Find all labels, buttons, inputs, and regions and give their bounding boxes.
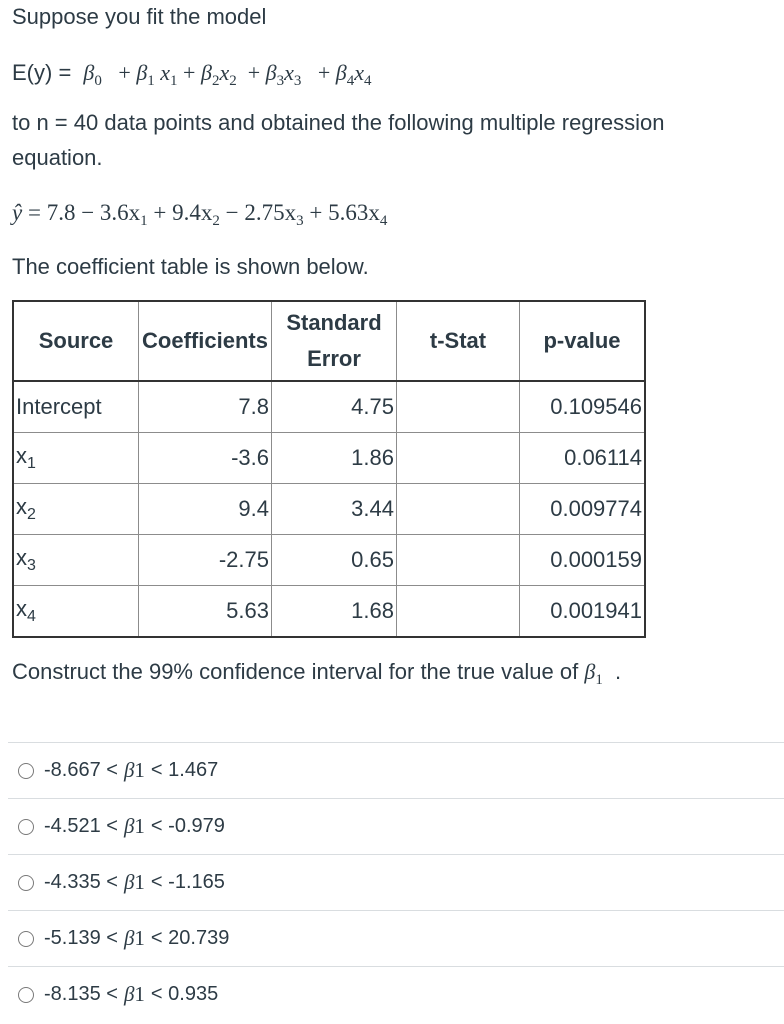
cell-source: $x_1$ bbox=[13, 433, 139, 484]
cell-std-error: 4.75 bbox=[272, 381, 397, 433]
table-intro-text: The coefficient table is shown below. bbox=[12, 254, 369, 279]
table-row bbox=[13, 484, 645, 535]
radio-button[interactable] bbox=[18, 931, 34, 947]
radio-button[interactable] bbox=[18, 875, 34, 891]
cell-p-value: 0.001941 bbox=[520, 586, 646, 638]
answer-options bbox=[8, 742, 784, 1022]
header-source: Source bbox=[13, 301, 139, 381]
cell-std-error: 0.65 bbox=[272, 535, 397, 586]
header-p-value: p-value bbox=[520, 301, 646, 381]
cell-p-value: 0.06114 bbox=[520, 433, 646, 484]
cell-source: $x_3$ bbox=[13, 535, 139, 586]
cell-t-stat bbox=[397, 484, 520, 535]
cell-p-value: 0.109546 bbox=[520, 381, 646, 433]
header-standard-error: Standard Error bbox=[272, 301, 397, 381]
cell-coefficient: 5.63 bbox=[139, 586, 272, 638]
model-lhs: E(y) = bbox=[12, 60, 72, 85]
fitted-equation: ŷ = $7.8 - 3.6x_1 + 9.4x_2 - 2.75x_3 + 5.63x_4$ bbox=[12, 200, 388, 229]
table-header-row bbox=[13, 301, 645, 381]
cell-t-stat bbox=[397, 535, 520, 586]
cell-coefficient: 9.4 bbox=[139, 484, 272, 535]
cell-t-stat bbox=[397, 381, 520, 433]
table-row bbox=[13, 381, 645, 433]
cell-std-error: 3.44 bbox=[272, 484, 397, 535]
table-row bbox=[13, 535, 645, 586]
coefficient-table bbox=[12, 300, 646, 638]
cell-t-stat bbox=[397, 433, 520, 484]
intro-text: Suppose you fit the model bbox=[12, 4, 267, 29]
answer-option[interactable]: -8.667 < β 1 < 1.467 bbox=[8, 742, 784, 798]
radio-button[interactable] bbox=[18, 763, 34, 779]
table-row bbox=[13, 586, 645, 638]
cell-t-stat bbox=[397, 586, 520, 638]
answer-option[interactable]: -8.135 < β 1 < 0.935 bbox=[8, 966, 784, 1022]
radio-button[interactable] bbox=[18, 819, 34, 835]
cell-p-value: 0.009774 bbox=[520, 484, 646, 535]
table-row bbox=[13, 433, 645, 484]
question-text: Construct the 99% confidence interval for the true value of $\beta_1$ . bbox=[12, 659, 622, 688]
answer-option[interactable]: -4.335 < β 1 < -1.165 bbox=[8, 854, 784, 910]
header-t-stat: t-Stat bbox=[397, 301, 520, 381]
cell-source: Intercept bbox=[13, 381, 139, 433]
data-sentence: to n = 40 data points and obtained the following multiple regression bbox=[12, 110, 665, 135]
cell-std-error: 1.68 bbox=[272, 586, 397, 638]
cell-p-value: 0.000159 bbox=[520, 535, 646, 586]
answer-option[interactable]: -5.139 < β 1 < 20.739 bbox=[8, 910, 784, 966]
cell-source: $x_2$ bbox=[13, 484, 139, 535]
answer-option[interactable]: -4.521 < β 1 < -0.979 bbox=[8, 798, 784, 854]
header-coefficients: Coefficients bbox=[139, 301, 272, 381]
radio-button[interactable] bbox=[18, 987, 34, 1003]
cell-coefficient: 7.8 bbox=[139, 381, 272, 433]
cell-coefficient: -2.75 bbox=[139, 535, 272, 586]
cell-source: $x_4$ bbox=[13, 586, 139, 638]
data-sentence-continued: equation. bbox=[12, 145, 103, 170]
cell-std-error: 1.86 bbox=[272, 433, 397, 484]
model-rhs: $\beta_0$ + $\beta_1$ $x_1 + \beta_2x_2 + \beta_3x_3$ + $\beta_4x_4$ bbox=[83, 60, 372, 89]
yhat-symbol: ŷ bbox=[12, 200, 23, 225]
model-equation bbox=[12, 56, 372, 98]
cell-coefficient: -3.6 bbox=[139, 433, 272, 484]
